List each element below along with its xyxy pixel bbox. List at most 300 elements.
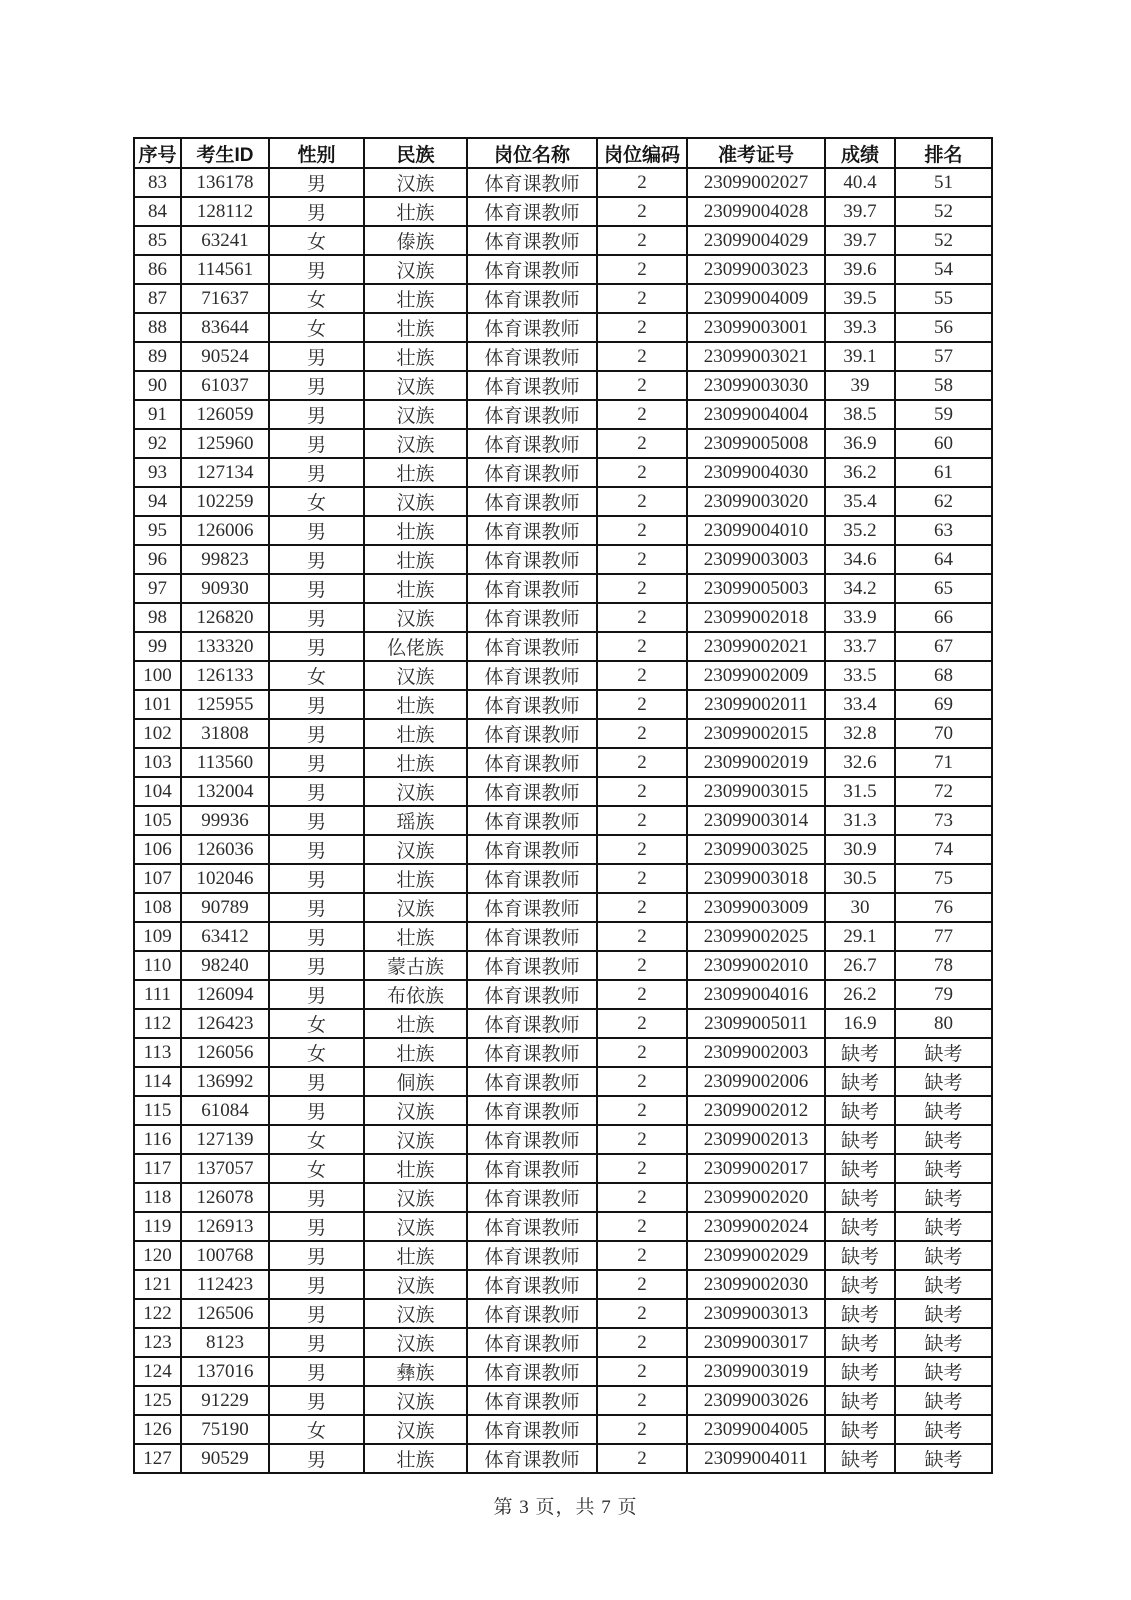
table-cell: 106 [134,835,181,864]
table-cell: 男 [269,458,364,487]
column-header: 考生ID [181,138,269,168]
table-cell: 体育课教师 [467,226,597,255]
table-row [134,371,992,400]
table-cell: 127 [134,1444,181,1473]
table-cell: 59 [895,400,992,429]
table-cell: 2 [597,951,687,980]
table-cell: 126913 [181,1212,269,1241]
table-cell: 126 [134,1415,181,1444]
table-cell: 体育课教师 [467,690,597,719]
table-cell: 67 [895,632,992,661]
table-cell: 23099003021 [687,342,825,371]
table-cell: 34.6 [825,545,895,574]
table-header [134,138,992,168]
table-cell: 体育课教师 [467,371,597,400]
table-cell: 女 [269,1125,364,1154]
table-cell: 39 [825,371,895,400]
table-cell: 126006 [181,516,269,545]
table-row [134,1009,992,1038]
table-cell: 女 [269,1415,364,1444]
table-cell: 男 [269,922,364,951]
table-cell: 137016 [181,1357,269,1386]
table-row [134,951,992,980]
table-row [134,400,992,429]
table-cell: 125 [134,1386,181,1415]
table-cell: 缺考 [825,1038,895,1067]
table-cell: 23099002017 [687,1154,825,1183]
table-cell: 体育课教师 [467,1183,597,1212]
table-cell: 84 [134,197,181,226]
table-cell: 2 [597,893,687,922]
table-cell: 壮族 [364,342,467,371]
table-cell: 90529 [181,1444,269,1473]
table-cell: 2 [597,1154,687,1183]
table-cell: 95 [134,516,181,545]
table-cell: 缺考 [895,1183,992,1212]
table-cell: 体育课教师 [467,168,597,197]
table-cell: 体育课教师 [467,1299,597,1328]
table-cell: 男 [269,864,364,893]
table-cell: 男 [269,806,364,835]
table-cell: 体育课教师 [467,748,597,777]
table-cell: 89 [134,342,181,371]
table-cell: 男 [269,777,364,806]
table-cell: 104 [134,777,181,806]
table-cell: 男 [269,516,364,545]
table-cell: 107 [134,864,181,893]
table-cell: 23099004009 [687,284,825,313]
table-cell: 男 [269,1241,364,1270]
table-cell: 39.5 [825,284,895,313]
table-row [134,1241,992,1270]
table-cell: 23099002015 [687,719,825,748]
table-row [134,545,992,574]
table-row [134,777,992,806]
table-cell: 111 [134,980,181,1009]
table-cell: 体育课教师 [467,1154,597,1183]
table-cell: 缺考 [895,1444,992,1473]
table-cell: 缺考 [825,1415,895,1444]
table-cell: 2 [597,922,687,951]
table-cell: 汉族 [364,661,467,690]
table-cell: 23099002013 [687,1125,825,1154]
table-cell: 缺考 [895,1270,992,1299]
table-cell: 女 [269,661,364,690]
table-cell: 26.7 [825,951,895,980]
table-cell: 110 [134,951,181,980]
table-row [134,864,992,893]
table-cell: 体育课教师 [467,719,597,748]
table-cell: 体育课教师 [467,400,597,429]
table-cell: 汉族 [364,1096,467,1125]
table-cell: 男 [269,1328,364,1357]
table-cell: 缺考 [895,1154,992,1183]
table-cell: 36.9 [825,429,895,458]
exam-results-table [133,137,993,1474]
table-cell: 壮族 [364,1241,467,1270]
table-cell: 87 [134,284,181,313]
table-cell: 2 [597,1328,687,1357]
table-cell: 男 [269,1183,364,1212]
table-cell: 2 [597,487,687,516]
table-row [134,690,992,719]
table-cell: 66 [895,603,992,632]
table-cell: 男 [269,1357,364,1386]
table-cell: 缺考 [825,1183,895,1212]
table-cell: 体育课教师 [467,1444,597,1473]
table-cell: 86 [134,255,181,284]
table-cell: 126094 [181,980,269,1009]
table-cell: 缺考 [825,1125,895,1154]
table-cell: 102046 [181,864,269,893]
table-cell: 体育课教师 [467,893,597,922]
table-cell: 男 [269,719,364,748]
table-cell: 体育课教师 [467,661,597,690]
table-cell: 52 [895,226,992,255]
table-cell: 23099005003 [687,574,825,603]
table-row [134,342,992,371]
table-cell: 蒙古族 [364,951,467,980]
table-cell: 女 [269,313,364,342]
column-header: 准考证号 [687,138,825,168]
table-cell: 31808 [181,719,269,748]
table-cell: 壮族 [364,197,467,226]
table-cell: 2 [597,1270,687,1299]
table-cell: 男 [269,545,364,574]
table-cell: 2 [597,1183,687,1212]
table-cell: 缺考 [895,1241,992,1270]
table-cell: 瑶族 [364,806,467,835]
table-cell: 126078 [181,1183,269,1212]
table-cell: 126036 [181,835,269,864]
table-cell: 94 [134,487,181,516]
table-cell: 缺考 [895,1299,992,1328]
table-cell: 汉族 [364,429,467,458]
table-cell: 68 [895,661,992,690]
table-cell: 75 [895,864,992,893]
table-row [134,1125,992,1154]
table-cell: 115 [134,1096,181,1125]
table-cell: 109 [134,922,181,951]
table-cell: 23099003001 [687,313,825,342]
table-cell: 男 [269,371,364,400]
table-cell: 121 [134,1270,181,1299]
table-row [134,197,992,226]
table-cell: 112 [134,1009,181,1038]
table-cell: 缺考 [825,1154,895,1183]
table-cell: 114 [134,1067,181,1096]
table-cell: 23099004011 [687,1444,825,1473]
table-cell: 2 [597,777,687,806]
table-row [134,893,992,922]
table-row [134,574,992,603]
table-cell: 体育课教师 [467,1270,597,1299]
table-row [134,226,992,255]
table-cell: 体育课教师 [467,1386,597,1415]
table-cell: 缺考 [825,1270,895,1299]
table-cell: 75190 [181,1415,269,1444]
table-cell: 33.4 [825,690,895,719]
table-cell: 63412 [181,922,269,951]
table-row [134,1038,992,1067]
table-cell: 34.2 [825,574,895,603]
table-cell: 102259 [181,487,269,516]
table-cell: 壮族 [364,516,467,545]
table-cell: 男 [269,574,364,603]
table-cell: 23099003023 [687,255,825,284]
table-cell: 120 [134,1241,181,1270]
table-cell: 体育课教师 [467,835,597,864]
table-cell: 119 [134,1212,181,1241]
table-cell: 2 [597,661,687,690]
table-cell: 壮族 [364,864,467,893]
table-cell: 男 [269,1096,364,1125]
table-row [134,1299,992,1328]
table-cell: 35.2 [825,516,895,545]
table-cell: 男 [269,400,364,429]
table-cell: 90930 [181,574,269,603]
table-cell: 99823 [181,545,269,574]
table-cell: 2 [597,1212,687,1241]
table-cell: 2 [597,400,687,429]
table-cell: 体育课教师 [467,864,597,893]
table-cell: 90524 [181,342,269,371]
table-cell: 体育课教师 [467,574,597,603]
table-cell: 2 [597,864,687,893]
table-cell: 39.7 [825,197,895,226]
column-header: 岗位名称 [467,138,597,168]
table-cell: 8123 [181,1328,269,1357]
table-cell: 缺考 [825,1241,895,1270]
table-cell: 缺考 [895,1357,992,1386]
table-cell: 2 [597,1067,687,1096]
table-cell: 100 [134,661,181,690]
table-cell: 壮族 [364,458,467,487]
table-cell: 32.8 [825,719,895,748]
table-cell: 39.1 [825,342,895,371]
table-cell: 123 [134,1328,181,1357]
table-cell: 女 [269,1154,364,1183]
table-cell: 101 [134,690,181,719]
table-cell: 汉族 [364,400,467,429]
table-cell: 126423 [181,1009,269,1038]
table-body [134,168,992,1473]
table-cell: 2 [597,1415,687,1444]
table-row [134,1067,992,1096]
table-row [134,835,992,864]
table-cell: 74 [895,835,992,864]
table-row [134,1386,992,1415]
table-cell: 2 [597,516,687,545]
table-cell: 体育课教师 [467,1038,597,1067]
table-cell: 体育课教师 [467,632,597,661]
table-cell: 缺考 [895,1067,992,1096]
table-row [134,806,992,835]
table-cell: 122 [134,1299,181,1328]
table-cell: 男 [269,342,364,371]
table-cell: 23099002019 [687,748,825,777]
table-cell: 女 [269,1038,364,1067]
table-cell: 女 [269,284,364,313]
table-cell: 壮族 [364,922,467,951]
table-cell: 汉族 [364,1125,467,1154]
table-cell: 2 [597,1241,687,1270]
table-cell: 108 [134,893,181,922]
table-cell: 114561 [181,255,269,284]
table-cell: 男 [269,835,364,864]
table-cell: 23099005011 [687,1009,825,1038]
table-cell: 男 [269,1212,364,1241]
table-cell: 58 [895,371,992,400]
table-cell: 98240 [181,951,269,980]
table-cell: 118 [134,1183,181,1212]
table-cell: 112423 [181,1270,269,1299]
table-cell: 2 [597,632,687,661]
table-cell: 23099003020 [687,487,825,516]
table-cell: 男 [269,603,364,632]
table-cell: 缺考 [825,1357,895,1386]
table-cell: 113560 [181,748,269,777]
table-cell: 2 [597,226,687,255]
table-cell: 男 [269,1444,364,1473]
table-cell: 33.7 [825,632,895,661]
table-cell: 2 [597,545,687,574]
table-cell: 40.4 [825,168,895,197]
table-cell: 91 [134,400,181,429]
table-cell: 缺考 [895,1415,992,1444]
table-cell: 71 [895,748,992,777]
table-cell: 2 [597,342,687,371]
table-cell: 61084 [181,1096,269,1125]
table-cell: 体育课教师 [467,1067,597,1096]
table-cell: 汉族 [364,1299,467,1328]
table-cell: 缺考 [895,1038,992,1067]
table-cell: 汉族 [364,487,467,516]
table-cell: 男 [269,168,364,197]
table-row [134,719,992,748]
table-cell: 90 [134,371,181,400]
table-cell: 体育课教师 [467,806,597,835]
table-cell: 79 [895,980,992,1009]
table-cell: 23099004016 [687,980,825,1009]
table-cell: 2 [597,690,687,719]
table-cell: 62 [895,487,992,516]
table-row [134,922,992,951]
table-cell: 39.6 [825,255,895,284]
table-cell: 23099004030 [687,458,825,487]
table-cell: 80 [895,1009,992,1038]
table-cell: 体育课教师 [467,1241,597,1270]
table-cell: 23099003026 [687,1386,825,1415]
table-cell: 缺考 [895,1212,992,1241]
table-cell: 23099003009 [687,893,825,922]
table-cell: 体育课教师 [467,1212,597,1241]
table-cell: 88 [134,313,181,342]
table-cell: 缺考 [825,1386,895,1415]
table-cell: 23099002020 [687,1183,825,1212]
table-cell: 壮族 [364,545,467,574]
table-cell: 23099003003 [687,545,825,574]
table-cell: 23099002009 [687,661,825,690]
table-row [134,429,992,458]
table-cell: 23099003025 [687,835,825,864]
table-cell: 23099003018 [687,864,825,893]
table-cell: 布依族 [364,980,467,1009]
table-cell: 2 [597,197,687,226]
table-cell: 汉族 [364,777,467,806]
table-cell: 壮族 [364,284,467,313]
table-cell: 85 [134,226,181,255]
table-cell: 体育课教师 [467,980,597,1009]
table-cell: 2 [597,980,687,1009]
table-cell: 64 [895,545,992,574]
table-cell: 缺考 [825,1096,895,1125]
table-cell: 126820 [181,603,269,632]
table-row [134,168,992,197]
table-cell: 2 [597,1009,687,1038]
table-cell: 2 [597,284,687,313]
table-cell: 32.6 [825,748,895,777]
page-number-footer: 第 3 页，共 7 页 [493,1497,638,1518]
table-cell: 傣族 [364,226,467,255]
table-cell: 23099002021 [687,632,825,661]
table-row [134,980,992,1009]
table-cell: 69 [895,690,992,719]
table-cell: 体育课教师 [467,777,597,806]
table-cell: 体育课教师 [467,429,597,458]
table-cell: 壮族 [364,1009,467,1038]
table-cell: 23099002030 [687,1270,825,1299]
table-cell: 61037 [181,371,269,400]
table-cell: 51 [895,168,992,197]
table-cell: 31.3 [825,806,895,835]
table-cell: 30.9 [825,835,895,864]
table-row [134,661,992,690]
table-cell: 126133 [181,661,269,690]
table-cell: 2 [597,719,687,748]
table-cell: 126059 [181,400,269,429]
table-cell: 23099002011 [687,690,825,719]
table-cell: 35.4 [825,487,895,516]
table-cell: 男 [269,1270,364,1299]
column-header: 民族 [364,138,467,168]
table-cell: 97 [134,574,181,603]
table-cell: 体育课教师 [467,458,597,487]
table-cell: 136178 [181,168,269,197]
table-cell: 63 [895,516,992,545]
table-cell: 女 [269,226,364,255]
table-cell: 92 [134,429,181,458]
table-cell: 2 [597,1125,687,1154]
table-cell: 仫佬族 [364,632,467,661]
table-cell: 2 [597,1299,687,1328]
table-cell: 23099002010 [687,951,825,980]
table-cell: 2 [597,1038,687,1067]
table-cell: 23099004004 [687,400,825,429]
table-cell: 汉族 [364,893,467,922]
table-cell: 128112 [181,197,269,226]
table-cell: 83644 [181,313,269,342]
table-cell: 2 [597,1444,687,1473]
table-cell: 124 [134,1357,181,1386]
table-cell: 2 [597,458,687,487]
table-cell: 16.9 [825,1009,895,1038]
table-cell: 91229 [181,1386,269,1415]
table-row [134,1357,992,1386]
table-cell: 57 [895,342,992,371]
table-cell: 23099003015 [687,777,825,806]
table-cell: 汉族 [364,603,467,632]
